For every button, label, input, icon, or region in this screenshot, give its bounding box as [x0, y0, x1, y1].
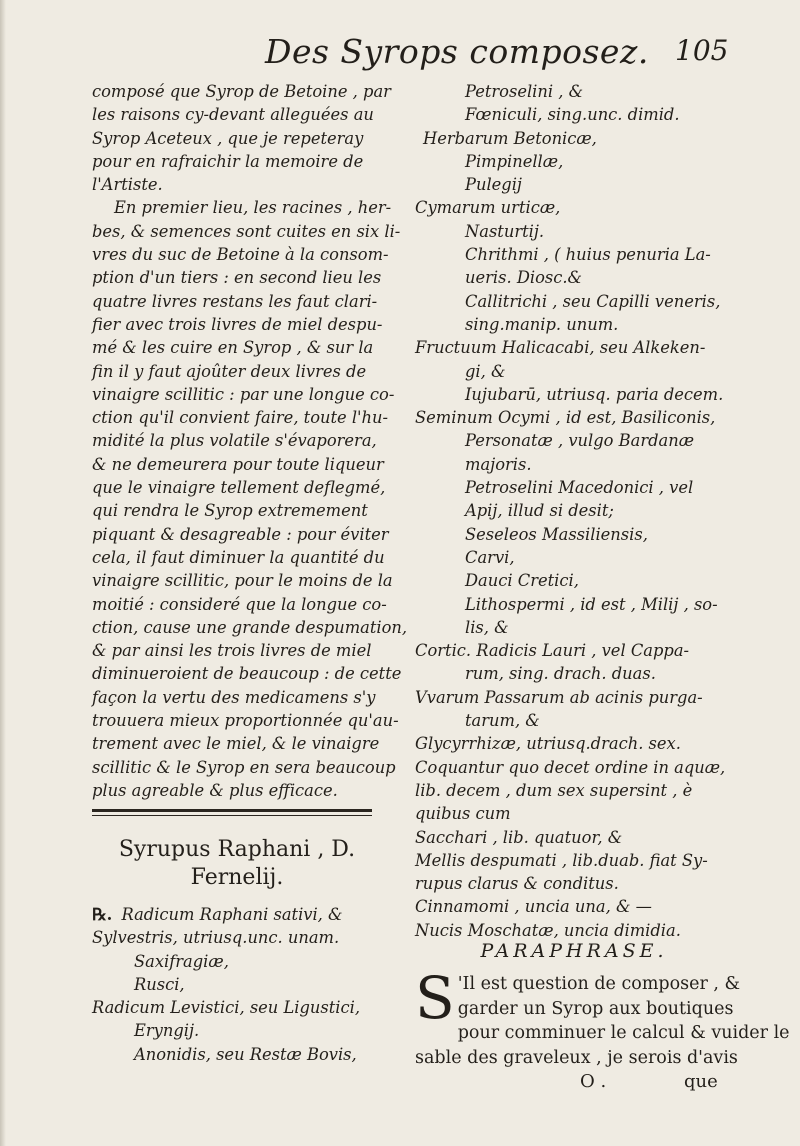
recipe-line: Fructuum Halicacabi, seu Alkeken- [415, 338, 706, 358]
recipe-line: Apij, illud si desit; [465, 501, 614, 521]
page-header [265, 32, 745, 72]
text-line: bes, & semences sont cuites en six li- [92, 221, 401, 241]
section-title-line-2: Fernelij. [190, 865, 284, 890]
recipe-rx-icon: ℞. [92, 905, 113, 924]
text-line: trouuera mieux proportionnée qu'au- [92, 711, 399, 731]
recipe-line: Vvarum Passarum ab acinis purga- [415, 687, 703, 707]
text-line: qui rendra le Syrop extremement [92, 501, 368, 521]
recipe-line [92, 950, 392, 973]
paraphrase-heading: PARAPHRASE. [480, 940, 668, 962]
recipe-line: Dauci Cretici, [465, 571, 579, 591]
signature-mark: O . [580, 1071, 607, 1092]
text-line: Syrop Aceteux , que je repeteray [92, 128, 364, 148]
text-line: quatre livres restans les faut clari- [92, 291, 378, 311]
left-column-text [92, 80, 408, 802]
recipe-line: Mellis despumati , lib.duab. fiat Sy- [415, 850, 708, 870]
text-line: pour en rafraichir la memoire de [92, 151, 364, 171]
recipe-line: Petroselini Macedonici , vel [465, 478, 694, 498]
text-line: façon la vertu des medicamens s'y [92, 687, 376, 707]
recipe-line: Pimpinellæ, [465, 151, 564, 171]
recipe-line-text: Anonidis, seu Restæ Bovis, [134, 1044, 357, 1064]
recipe-line: Personatæ , vulgo Bardanæ [465, 431, 695, 451]
recipe-line: Lithospermi , id est , Milij , so- [465, 594, 718, 614]
text-line: mé & les cuire en Syrop , & sur la [92, 338, 374, 358]
text-line: cela, il faut diminuer la quantité du [92, 547, 385, 567]
recipe-line: sing.manip. unum. [465, 314, 619, 334]
section-divider-thick [92, 809, 372, 812]
recipe-line: Callitrichi , seu Capilli veneris, [465, 291, 721, 311]
recipe-line: Chrithmi , ( huius penuria La- [465, 245, 711, 265]
recipe-line: Sacchari , lib. quatuor, & [415, 827, 623, 847]
text-line: plus agreable & plus efficace. [92, 780, 338, 800]
recipe-line-text: Radicum Raphani sativi, & [121, 905, 343, 924]
text-line: fin il y faut ajoûter deux livres de [92, 361, 367, 381]
recipe-line: Herbarum Betonicæ, [423, 128, 597, 148]
text-line: diminueroient de beaucoup : de cette [92, 664, 402, 684]
recipe-line: Iujubarū, utriusq. paria decem. [465, 384, 724, 404]
recipe-line: Petroselini , & [465, 82, 584, 101]
text-line: ction, cause une grande despumation, [92, 617, 408, 637]
recipe-line: quibus cum [415, 804, 511, 824]
paraphrase-line: pour comminuer le calcul & vuider le [457, 1023, 790, 1043]
catchword: que [684, 1071, 718, 1092]
section-title-line-1: Syrupus Raphani , D. [118, 837, 356, 862]
recipe-line: Pulegij [465, 175, 522, 195]
recipe-line: Fœniculi, sing.unc. dimid. [465, 105, 680, 125]
recipe-line [92, 926, 392, 949]
recipe-line: lis, & [465, 617, 509, 637]
text-line: composé que Syrop de Betoine , par [92, 82, 391, 101]
recipe-line-text: Eryngij. [134, 1021, 200, 1041]
right-column-recipe [415, 80, 733, 942]
text-line: trement avec le miel, & le vinaigre [92, 734, 380, 754]
recipe-line [92, 973, 392, 996]
text-line: l'Artiste. [92, 175, 163, 195]
recipe-line-text: Saxifragiæ, [134, 951, 229, 971]
text-line: & par ainsi les trois livres de miel [92, 641, 372, 661]
recipe-line: Carvi, [465, 547, 515, 567]
recipe-line [92, 903, 392, 926]
paraphrase-body [415, 964, 790, 1070]
recipe-line [92, 1043, 392, 1066]
recipe-line: majoris. [465, 454, 532, 474]
paraphrase-line: 'Il est question de composer , & [457, 974, 741, 994]
text-line: ption d'un tiers : en second lieu les [92, 268, 382, 288]
text-line: moitié : consideré que la longue co- [92, 594, 387, 614]
section-divider-thin [92, 815, 372, 816]
text-line: vinaigre scillitic : par une longue co- [92, 384, 395, 404]
text-line: En premier lieu, les racines , her- [114, 198, 392, 218]
text-line: fier avec trois livres de miel despu- [92, 314, 383, 334]
recipe-line-text: Sylvestris, utriusq.unc. unam. [92, 928, 340, 948]
text-line: piquant & desagreable : pour éviter [92, 524, 389, 544]
recipe-line-text: Rusci, [134, 974, 185, 994]
text-line: scillitic & le Syrop en sera beaucoup [92, 757, 396, 777]
recipe-line: Cinnamomi , uncia una, & — [415, 897, 652, 917]
text-line: que le vinaigre tellement deflegmé, [92, 478, 386, 498]
recipe-line: Nasturtij. [465, 221, 545, 241]
running-title: Des Syrops composez. [265, 32, 649, 71]
text-line: vinaigre scillitic, pour le moins de la [92, 571, 393, 591]
text-line: ction qu'il convient faire, toute l'hu- [92, 408, 389, 428]
section-title [92, 836, 382, 892]
recipe-line: Glycyrrhizæ, utriusq.drach. sex. [415, 734, 681, 754]
page-edge-shadow [0, 0, 6, 1146]
recipe-line: Nucis Moschatæ, uncia dimidia. [415, 920, 681, 940]
recipe-line: Seminum Ocymi , id est, Basiliconis, [415, 408, 716, 428]
recipe-line: ueris. Diosc.& [465, 268, 583, 288]
text-line: vres du suc de Betoine à la consom- [92, 245, 389, 265]
recipe-line: Cortic. Radicis Lauri , vel Cappa- [415, 641, 690, 661]
drop-cap: S [415, 964, 455, 1032]
recipe-line: Coquantur quo decet ordine in aquæ, [415, 757, 726, 777]
recipe-line-text: Radicum Levistici, seu Ligustici, [92, 998, 361, 1018]
text-line: les raisons cy-devant alleguées au [92, 105, 374, 125]
recipe-line: rum, sing. drach. duas. [465, 664, 656, 684]
paraphrase-line: sable des graveleux , je serois d'avis [415, 1047, 738, 1068]
paraphrase-line: garder un Syrop aux boutiques [457, 998, 734, 1019]
recipe-line: rupus clarus & conditus. [415, 874, 619, 894]
recipe-line: Seseleos Massiliensis, [465, 524, 648, 544]
recipe-line [92, 996, 392, 1019]
text-line: midité la plus volatile s'évaporera, [92, 431, 377, 451]
text-line: & ne demeurera pour toute liqueur [92, 454, 384, 474]
recipe-line: Cymarum urticæ, [415, 198, 561, 218]
recipe-line: tarum, & [465, 711, 540, 731]
recipe-line: gi, & [465, 361, 506, 381]
recipe-ingredients-left [92, 903, 392, 1066]
recipe-line: lib. decem , dum sex supersint , è [415, 780, 693, 800]
page-number: 105 [675, 34, 729, 67]
recipe-line [92, 1019, 392, 1042]
